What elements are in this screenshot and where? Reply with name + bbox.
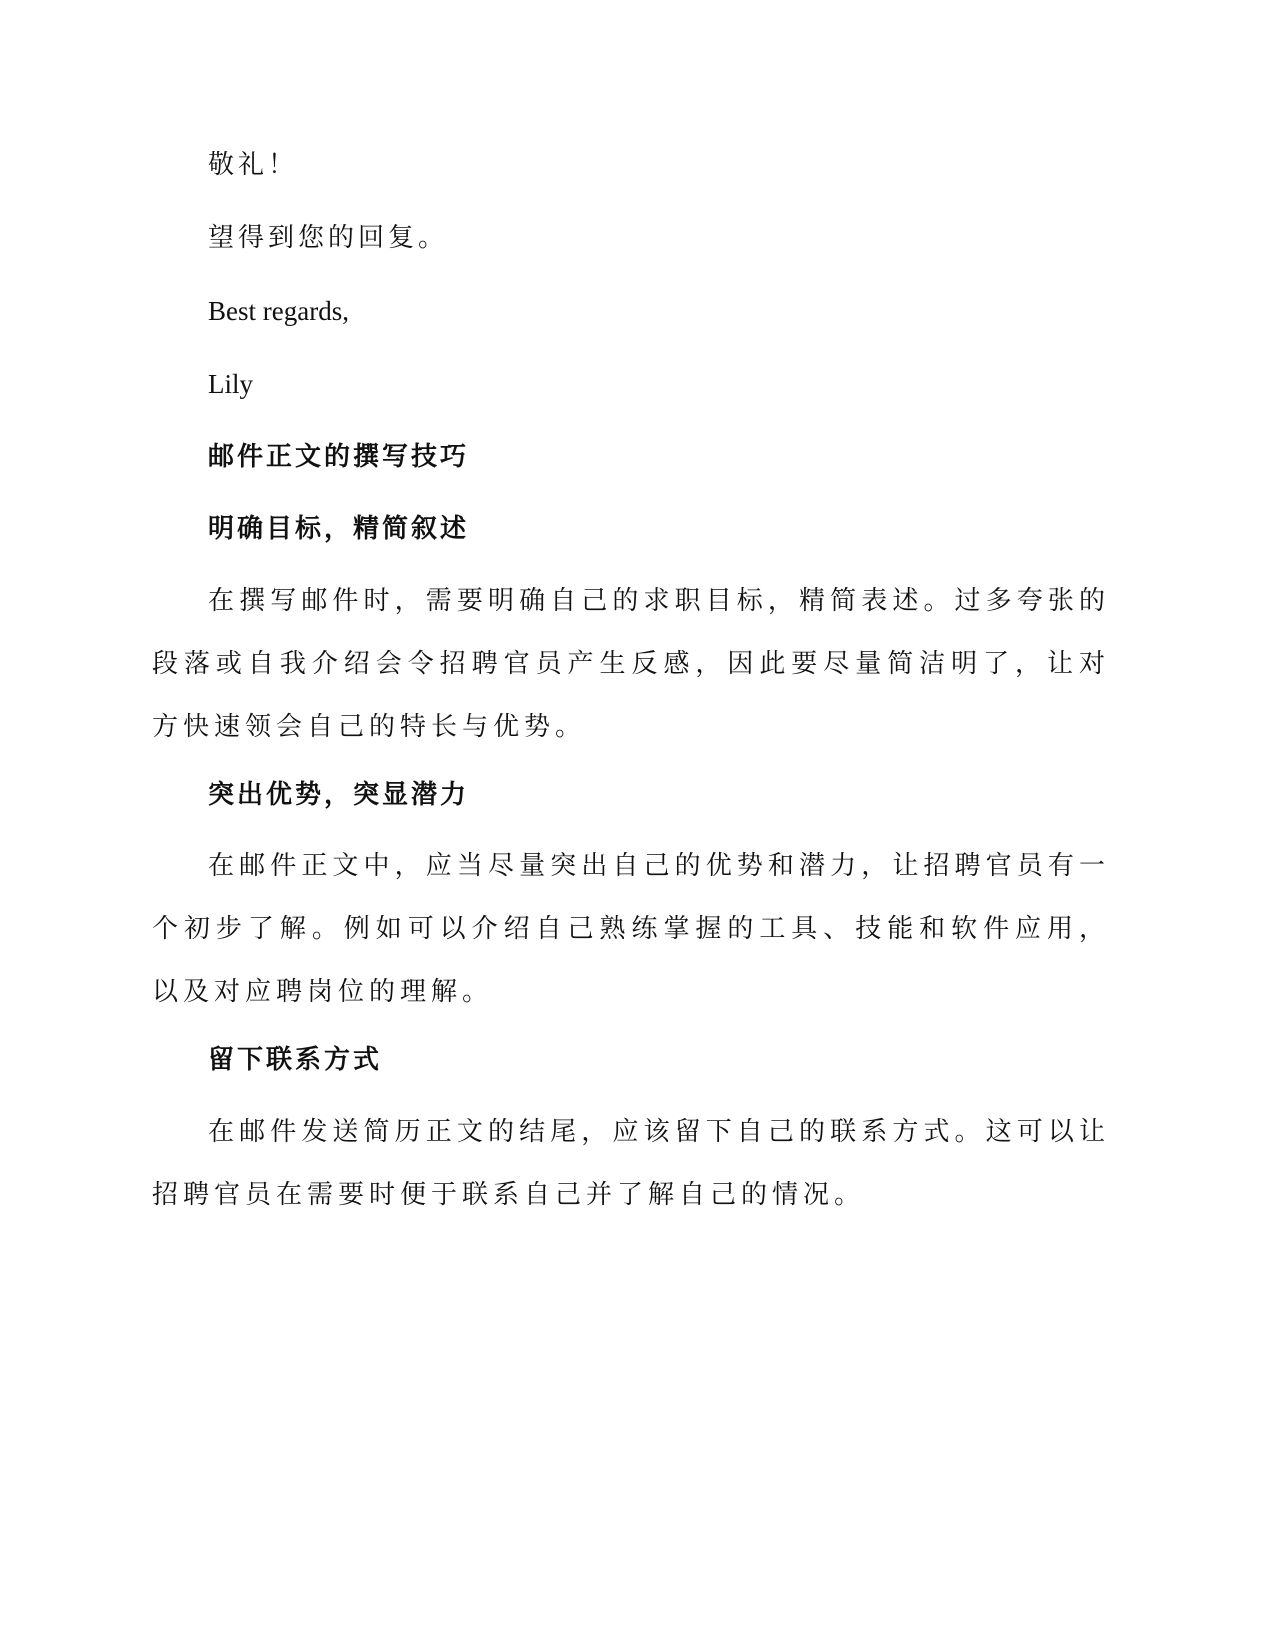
closing-salute: 敬礼！ — [208, 150, 299, 180]
section-body-1: 在撰写邮件时，需要明确自己的求职目标，精简表述。过多夸张的段落或自我介绍会令招聘官员产生反感，因此要尽量简洁明了，让对方快速领会自己的特长与优势。 — [152, 586, 1110, 742]
section-heading-2: 突出优势，突显潜力 — [208, 780, 470, 810]
section-body-3: 在邮件发送简历正文的结尾，应该留下自己的联系方式。这可以让招聘官员在需要时便于联系自己并了解自己的情况。 — [152, 1117, 1110, 1210]
section-heading-1: 明确目标，精简叙述 — [208, 514, 470, 544]
section-title: 邮件正文的撰写技巧 — [208, 442, 470, 472]
closing-regards: Best regards, — [208, 296, 349, 326]
section-body-2: 在邮件正文中，应当尽量突出自己的优势和潜力，让招聘官员有一个初步了解。例如可以介绍自己熟练掌握的工具、技能和软件应用，以及对应聘岗位的理解。 — [152, 851, 1110, 1007]
section-heading-3: 留下联系方式 — [208, 1045, 383, 1075]
closing-hope: 望得到您的回复。 — [208, 223, 449, 253]
signature-name: Lily — [208, 369, 253, 399]
